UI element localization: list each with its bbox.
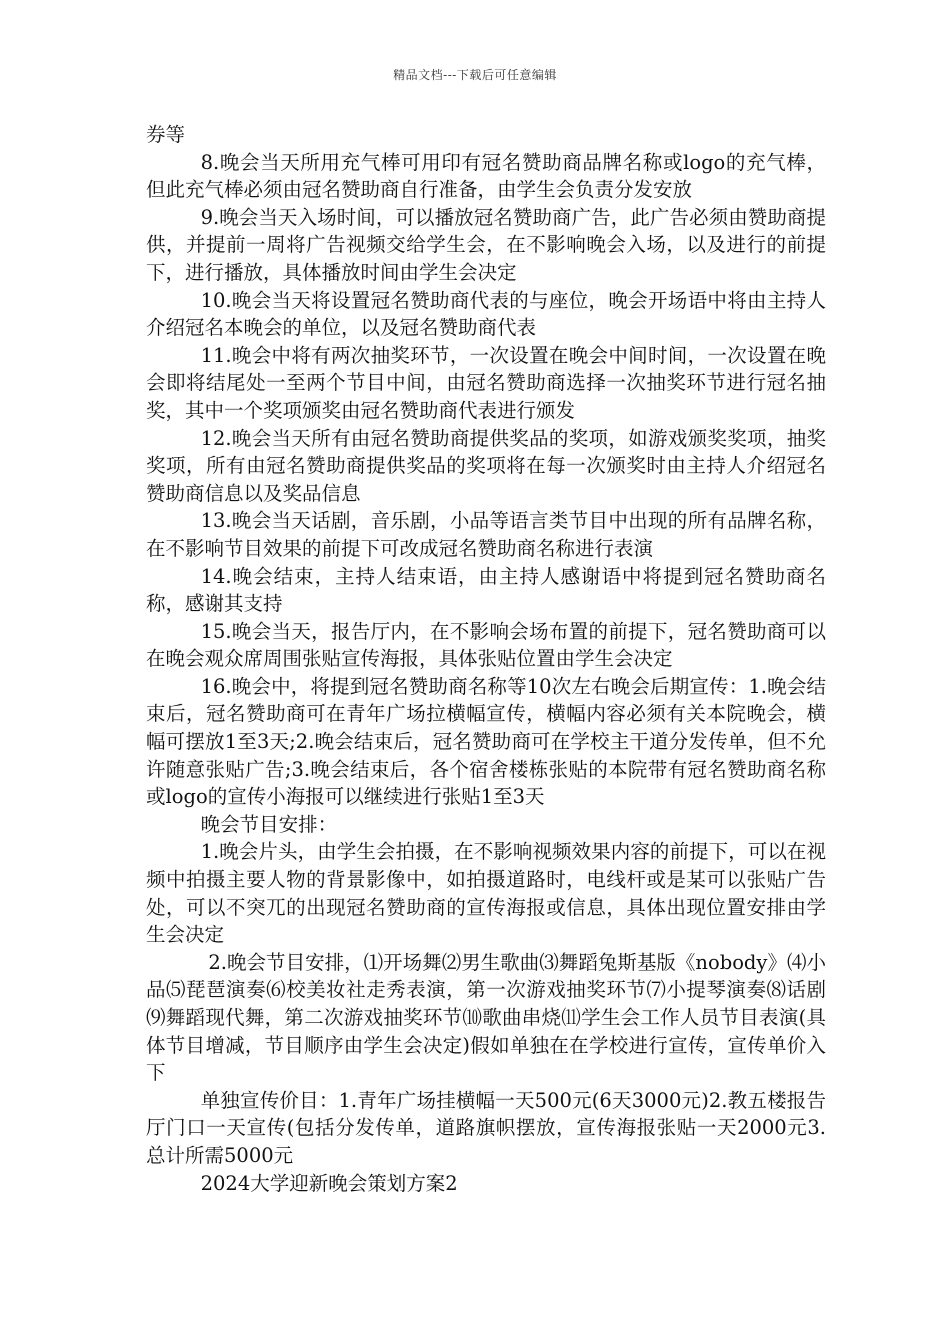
paragraph-program-1: 1.晚会片头，由学生会拍摄，在不影响视频效果内容的前提下，可以在视频中拍摄主要人物的背景影像中，如拍摄道路时，电线杆或是某可以张贴广告处，可以不突兀的出现冠名赞助商的宣传海报或信息，具体出现位置安排由学生会决定 (146, 840, 826, 947)
page-header: 精品文档---下载后可任意编辑 (393, 68, 557, 82)
section-heading-program: 晚会节目安排： (200, 812, 338, 836)
paragraph-item-13: 13.晚会当天话剧，音乐剧，小品等语言类节目中出现的所有品牌名称，在不影响节目效果的前提下可改成冠名赞助商名称进行表演 (146, 509, 826, 560)
paragraph-item-10: 10.晚会当天将设置冠名赞助商代表的与座位，晚会开场语中将由主持人介绍冠名本晚会的单位，以及冠名赞助商代表 (146, 288, 826, 340)
section-title-plan-2: 2024大学迎新晚会策划方案2 (200, 1171, 458, 1195)
paragraph-continuation: 券等 (146, 123, 186, 146)
paragraph-item-14: 14.晚会结束，主持人结束语，由主持人感谢语中将提到冠名赞助商名称，感谢其支持 (146, 564, 826, 616)
paragraph-item-16: 16.晚会中，将提到冠名赞助商名称等10次左右晚会后期宣传：1.晚会结束后，冠名赞助商可在青年广场拉横幅宣传，横幅内容必须有关本院晚会，横幅可摆放1至3天;2.晚会结束后，冠名赞助商可在学校主干道分发传单，但不允许随意张贴广告;3.晚会结束后，各个宿舍楼栋张贴的本院带有冠名赞助商名称或logo的宣传小海报可以继续进行张贴1至3天 (146, 674, 826, 809)
paragraph-item-12: 12.晚会当天所有由冠名赞助商提供奖品的奖项，如游戏颁奖奖项，抽奖奖项，所有由冠名赞助商提供奖品的奖项将在每一次颁奖时由主持人介绍冠名赞助商信息以及奖品信息 (146, 426, 826, 505)
paragraph-program-2: 2.晚会节目安排，⑴开场舞⑵男生歌曲⑶舞蹈兔斯基版《nobody》⑷小品⑸琵琶演奏⑹校美妆社走秀表演，第一次游戏抽奖环节⑺小提琴演奏⑻话剧⑼舞蹈现代舞，第二次游戏抽奖环节⑽歌曲串烧⑾学生会工作人员节目表演(具体节目增减，节目顺序由学生会决定)假如单独在在学校进行宣传，宣传单价入下 (146, 950, 826, 1085)
paragraph-item-8: 8.晚会当天所用充气棒可用印有冠名赞助商品牌名称或logo的充气棒，但此充气棒必须由冠名赞助商自行准备，由学生会负责分发安放 (146, 150, 826, 202)
paragraph-pricing: 单独宣传价目：1.青年广场挂横幅一天500元(6天3000元)2.教五楼报告厅门口一天宣传(包括分发传单，道路旗帜摆放，宣传海报张贴一天2000元3.总计所需5000元 (146, 1088, 826, 1167)
paragraph-item-15: 15.晚会当天，报告厅内，在不影响会场布置的前提下，冠名赞助商可以在晚会观众席周围张贴宣传海报，具体张贴位置由学生会决定 (146, 619, 826, 671)
document-body (146, 121, 826, 1197)
paragraph-item-11: 11.晚会中将有两次抽奖环节，一次设置在晚会中间时间，一次设置在晚会即将结尾处一至两个节目中间，由冠名赞助商选择一次抽奖环节进行冠名抽奖，其中一个奖项颁奖由冠名赞助商代表进行颁发 (146, 343, 826, 422)
paragraph-item-9: 9.晚会当天入场时间，可以播放冠名赞助商广告，此广告必须由赞助商提供，并提前一周将广告视频交给学生会，在不影响晚会入场，以及进行的前提下，进行播放，具体播放时间由学生会决定 (146, 205, 826, 284)
